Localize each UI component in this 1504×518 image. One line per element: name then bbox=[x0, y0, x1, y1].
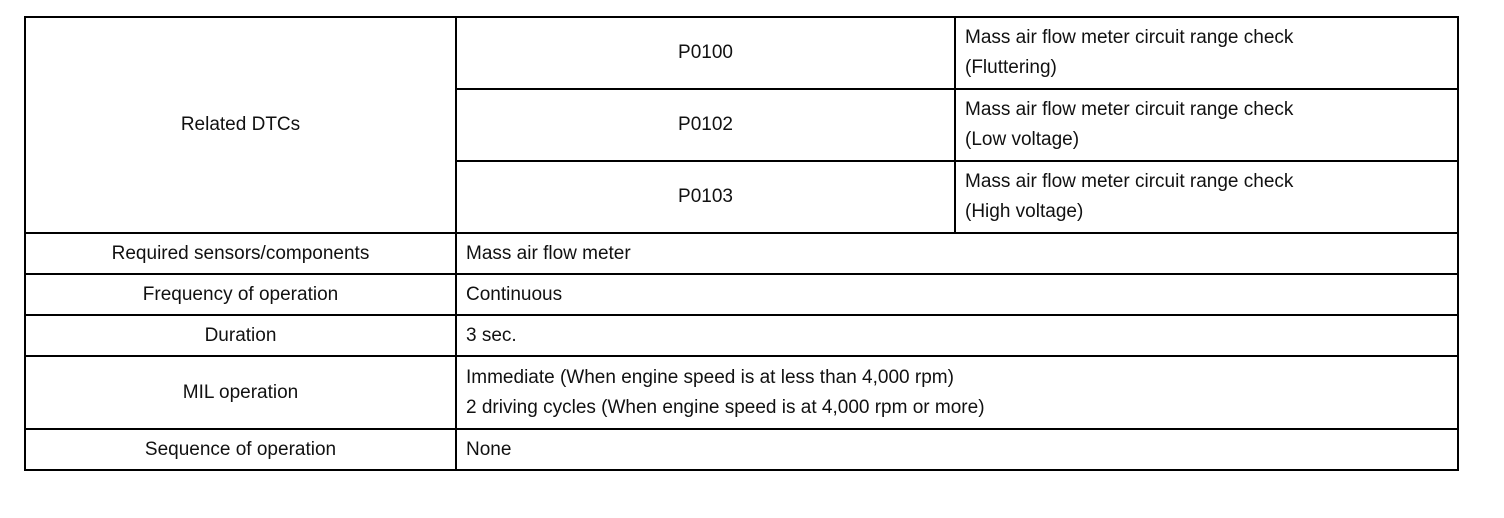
table-row bbox=[25, 17, 1458, 89]
dtc-description-line: Mass air flow meter circuit range check bbox=[965, 99, 1294, 120]
mil-operation-label: MIL operation bbox=[25, 356, 456, 429]
mil-operation-value bbox=[456, 356, 1458, 429]
table-row bbox=[25, 356, 1458, 429]
dtc-description-line: (Low voltage) bbox=[965, 129, 1080, 150]
sequence-value: None bbox=[456, 429, 1458, 470]
dtc-description-line: Mass air flow meter circuit range check bbox=[965, 171, 1294, 192]
table-row bbox=[25, 429, 1458, 470]
row-value: Continuous bbox=[456, 274, 1458, 315]
table-row bbox=[25, 274, 1458, 315]
row-label: Duration bbox=[25, 315, 456, 356]
dtc-description-line: (Fluttering) bbox=[965, 57, 1057, 78]
row-label: Frequency of operation bbox=[25, 274, 456, 315]
dtc-description bbox=[955, 161, 1458, 233]
dtc-code: P0102 bbox=[456, 89, 955, 161]
table-row bbox=[25, 233, 1458, 274]
related-dtcs-label: Related DTCs bbox=[25, 17, 456, 233]
row-label: Required sensors/components bbox=[25, 233, 456, 274]
dtc-description-line: (High voltage) bbox=[965, 201, 1084, 222]
row-value: 3 sec. bbox=[456, 315, 1458, 356]
dtc-description-line: Mass air flow meter circuit range check bbox=[965, 27, 1294, 48]
dtc-description bbox=[955, 17, 1458, 89]
sequence-label: Sequence of operation bbox=[25, 429, 456, 470]
dtc-code: P0103 bbox=[456, 161, 955, 233]
mil-operation-line: Immediate (When engine speed is at less than 4,000 rpm) bbox=[466, 366, 954, 388]
monitor-spec-table bbox=[24, 16, 1459, 471]
dtc-description bbox=[955, 89, 1458, 161]
dtc-code: P0100 bbox=[456, 17, 955, 89]
row-value: Mass air flow meter bbox=[456, 233, 1458, 274]
mil-operation-line: 2 driving cycles (When engine speed is at 4,000 rpm or more) bbox=[466, 396, 985, 418]
table-row bbox=[25, 315, 1458, 356]
